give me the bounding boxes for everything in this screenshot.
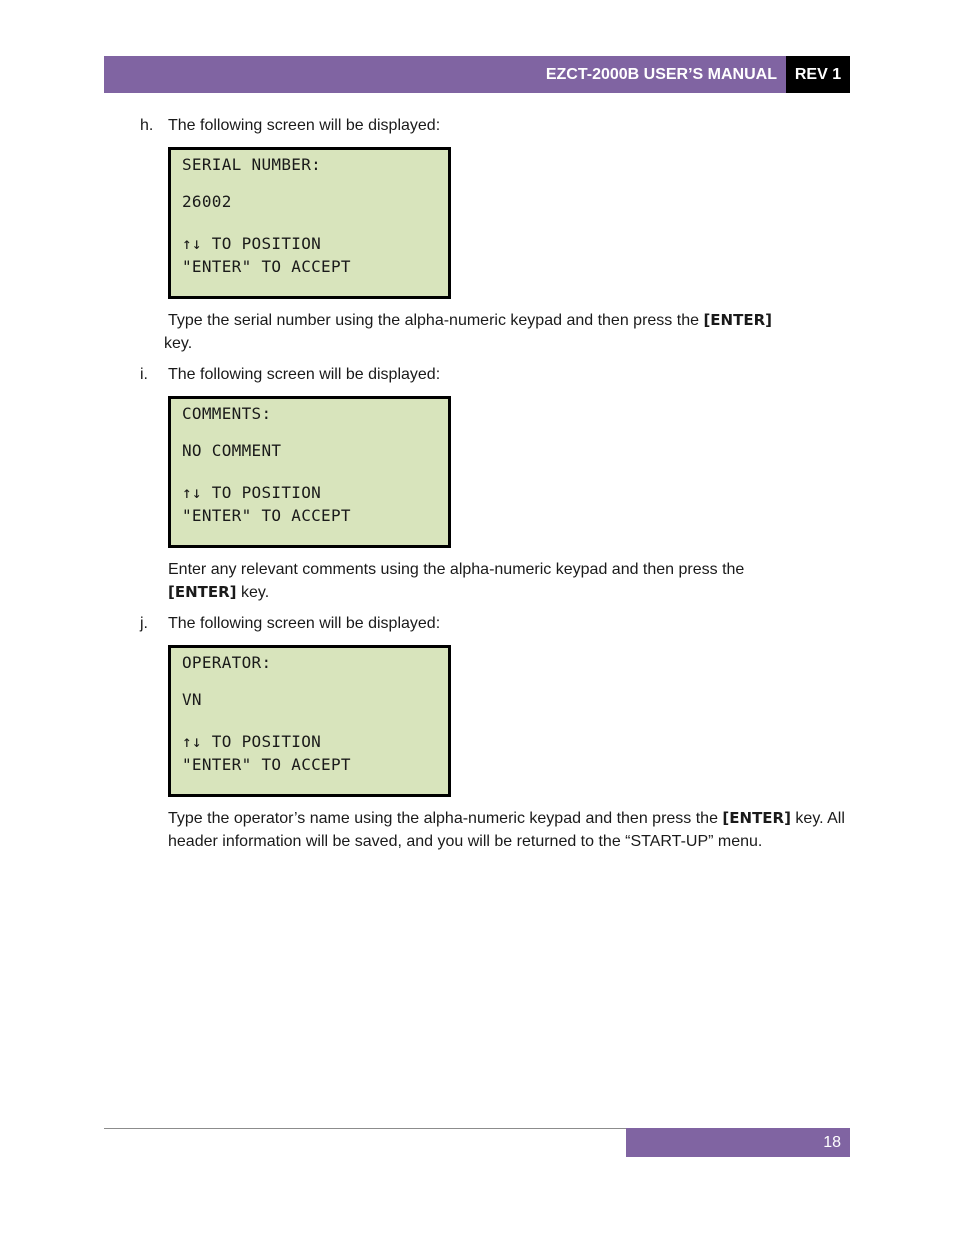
lcd-screen-comments [168,396,451,548]
lcd-screen-operator [168,645,451,797]
step-h-intro [140,114,440,137]
lcd-line-1: OPERATOR: [182,653,272,672]
instruction-text: Type the serial number using the alpha-numeric keypad and then press the [168,312,704,329]
step-h-instruction [164,309,848,355]
step-letter: h. [140,117,154,134]
step-intro-text: The following screen will be displayed: [168,615,441,632]
instruction-text: Enter any relevant comments using the alpha-numeric keypad and then press the [168,561,745,578]
footer-divider [104,1128,626,1129]
lcd-line-4: "ENTER" TO ACCEPT [182,257,351,276]
footer-page-bar [626,1128,850,1157]
instruction-text-end: key. [164,335,193,352]
lcd-line-3: ↑↓ TO POSITION [182,732,322,751]
lcd-line-2: VN [182,690,202,709]
lcd-screen-serial-number [168,147,451,299]
step-letter: j. [140,615,148,632]
enter-key-label: [ENTER] [703,311,772,329]
step-intro-text: The following screen will be displayed: [168,117,441,134]
lcd-line-2: 26002 [182,192,232,211]
header-title-bar [104,56,786,93]
step-j-instruction [168,807,848,853]
lcd-line-1: SERIAL NUMBER: [182,155,322,174]
revision-label: REV 1 [794,65,842,83]
step-letter: i. [140,366,148,383]
step-intro-text: The following screen will be displayed: [168,366,441,383]
lcd-line-3: ↑↓ TO POSITION [182,234,322,253]
enter-key-label: [ENTER] [722,809,791,827]
instruction-text-end: key. [236,584,270,601]
step-i-intro [140,363,440,386]
lcd-line-4: "ENTER" TO ACCEPT [182,755,351,774]
lcd-line-1: COMMENTS: [182,404,272,423]
lcd-line-4: "ENTER" TO ACCEPT [182,506,351,525]
enter-key-label: [ENTER] [168,583,237,601]
page-number: 18 [823,1133,841,1151]
lcd-line-3: ↑↓ TO POSITION [182,483,322,502]
step-i-instruction [168,558,848,604]
revision-badge [786,56,850,93]
instruction-text-end: key. All header information will be saved, and you will be returned to the “START-UP” menu. [168,810,845,850]
manual-title: EZCT-2000B USER’S MANUAL [545,65,777,83]
instruction-text: Type the operator’s name using the alpha-numeric keypad and then press the [168,810,723,827]
lcd-line-2: NO COMMENT [182,441,282,460]
step-j-intro [140,612,440,635]
